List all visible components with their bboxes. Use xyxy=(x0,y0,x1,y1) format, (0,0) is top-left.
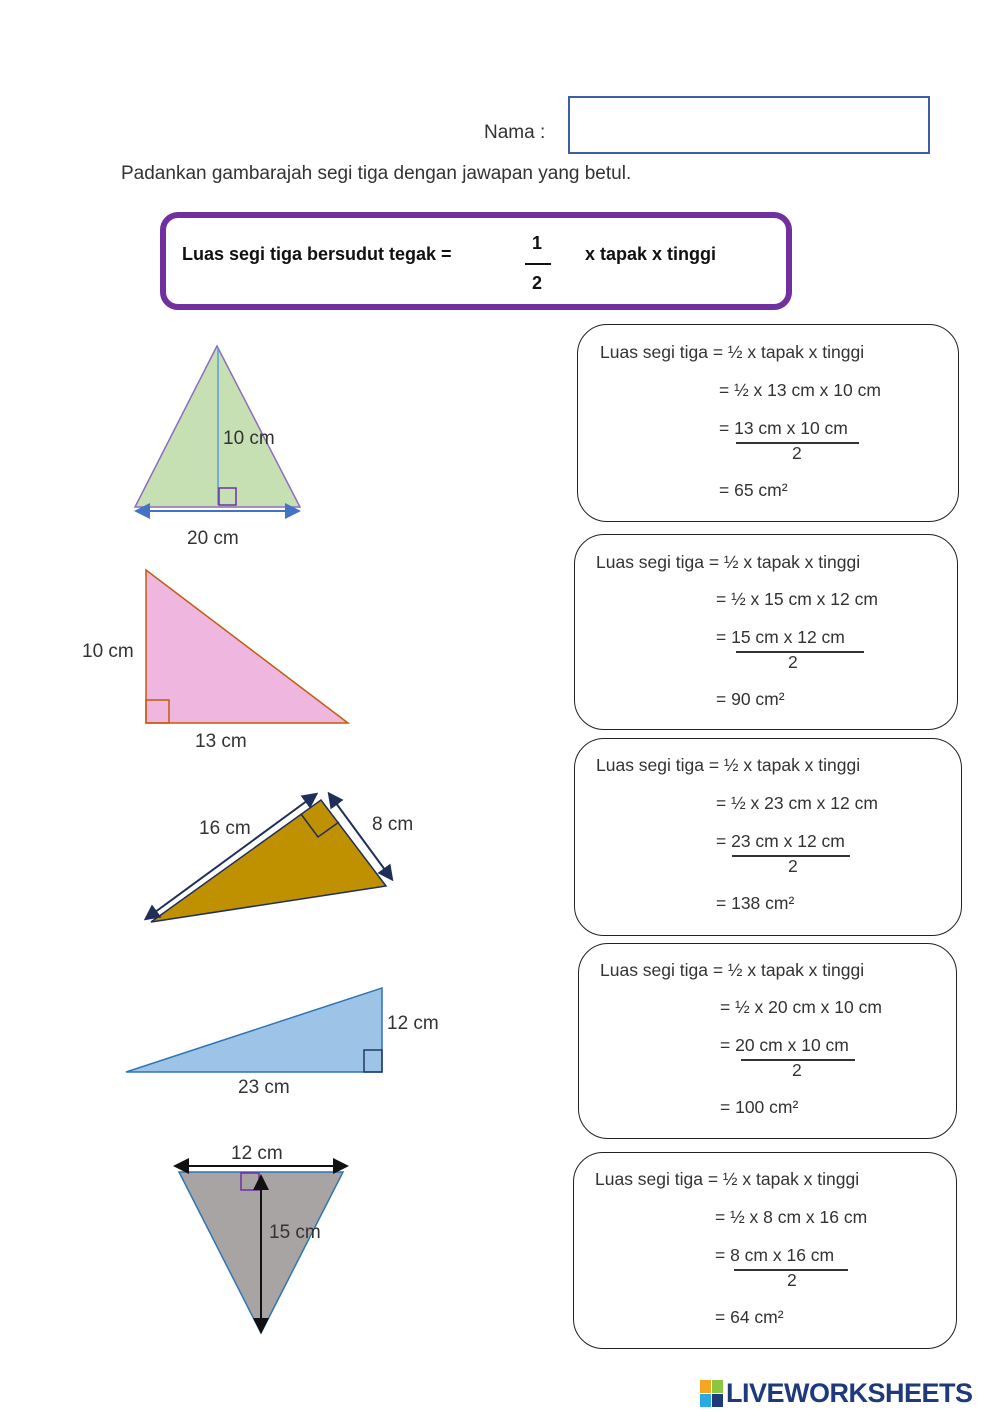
instruction-text: Padankan gambarajah segi tiga dengan jawapan yang betul. xyxy=(121,163,632,184)
answer-3-line-2: = ½ x 23 cm x 12 cm xyxy=(716,793,878,813)
formula-right: x tapak x tinggi xyxy=(585,244,717,264)
answer-box-4[interactable] xyxy=(578,943,957,1139)
answer-box-2[interactable] xyxy=(574,534,958,730)
triangle-2[interactable] xyxy=(146,570,348,723)
answer-4-line-1: Luas segi tiga = ½ x tapak x tinggi xyxy=(600,960,865,980)
triangle-3-base-label: 16 cm xyxy=(199,818,251,839)
answer-2-line-3: = 15 cm x 12 cm xyxy=(716,627,845,647)
name-label: Nama : xyxy=(484,122,546,143)
triangle-4[interactable] xyxy=(126,988,382,1072)
logo-text: LIVEWORKSHEETS xyxy=(726,1378,973,1408)
formula-left: Luas segi tiga bersudut tegak = xyxy=(182,244,452,264)
answer-1-line-2: = ½ x 13 cm x 10 cm xyxy=(719,380,881,400)
answer-2-line-2: = ½ x 15 cm x 12 cm xyxy=(716,589,878,609)
formula-numerator: 1 xyxy=(532,233,543,253)
formula-denominator: 2 xyxy=(532,273,543,293)
logo-icon xyxy=(700,1380,723,1407)
answer-1-result: = 65 cm² xyxy=(719,480,788,500)
triangle-2-shape xyxy=(146,570,348,723)
triangle-2-height-label: 10 cm xyxy=(82,641,134,662)
triangle-3-height-label: 8 cm xyxy=(372,814,414,835)
triangle-5-height-label: 15 cm xyxy=(269,1222,321,1243)
answer-2-denominator: 2 xyxy=(788,652,798,672)
answer-2-fraction-bar xyxy=(736,651,864,653)
answer-4-line-2: = ½ x 20 cm x 10 cm xyxy=(720,997,882,1017)
triangle-1[interactable] xyxy=(135,346,300,511)
answer-box-3[interactable] xyxy=(574,738,962,936)
triangle-3-shape xyxy=(151,800,386,922)
answer-3-result: = 138 cm² xyxy=(716,893,795,913)
liveworksheets-logo xyxy=(700,1378,973,1409)
triangle-3[interactable] xyxy=(147,795,391,922)
answer-3-line-1: Luas segi tiga = ½ x tapak x tinggi xyxy=(596,755,861,775)
answer-5-denominator: 2 xyxy=(787,1270,797,1290)
triangle-5[interactable] xyxy=(177,1166,345,1333)
triangle-2-base-label: 13 cm xyxy=(195,731,247,752)
answer-4-result: = 100 cm² xyxy=(720,1097,799,1117)
answer-3-denominator: 2 xyxy=(788,856,798,876)
triangle-1-base-label: 20 cm xyxy=(187,528,239,549)
answer-5-line-3: = 8 cm x 16 cm xyxy=(715,1245,835,1265)
triangle-4-shape xyxy=(126,988,382,1072)
answer-5-line-1: Luas segi tiga = ½ x tapak x tinggi xyxy=(595,1169,860,1189)
answer-4-denominator: 2 xyxy=(792,1060,802,1080)
answer-1-denominator: 2 xyxy=(792,443,802,463)
answer-box-5[interactable] xyxy=(573,1152,957,1349)
answer-4-line-3: = 20 cm x 10 cm xyxy=(720,1035,849,1055)
answer-1-line-1: Luas segi tiga = ½ x tapak x tinggi xyxy=(600,342,865,362)
answer-2-line-1: Luas segi tiga = ½ x tapak x tinggi xyxy=(596,552,861,572)
answer-3-line-3: = 23 cm x 12 cm xyxy=(716,831,845,851)
triangle-1-height-label: 10 cm xyxy=(223,428,275,449)
triangle-4-height-label: 12 cm xyxy=(387,1013,439,1034)
triangle-4-base-label: 23 cm xyxy=(238,1077,290,1098)
answer-1-line-3: = 13 cm x 10 cm xyxy=(719,418,848,438)
answer-5-result: = 64 cm² xyxy=(715,1307,784,1327)
answer-5-line-2: = ½ x 8 cm x 16 cm xyxy=(715,1207,868,1227)
answer-2-result: = 90 cm² xyxy=(716,689,785,709)
answer-box-1[interactable] xyxy=(577,324,959,522)
triangle-5-base-label: 12 cm xyxy=(231,1143,283,1164)
